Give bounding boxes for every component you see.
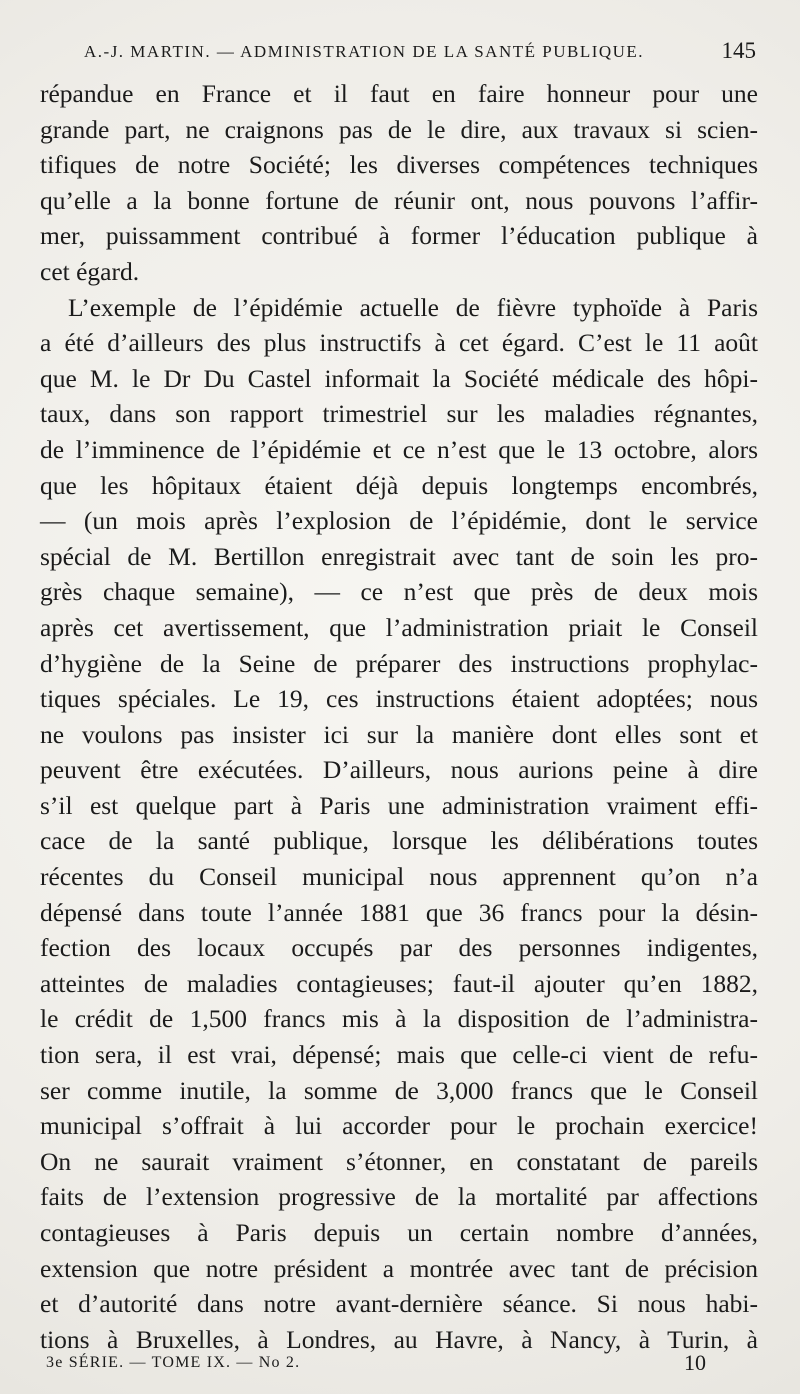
text-line: d’hygiène de la Seine de préparer des instructions prophylac- [40,648,758,678]
text-line: que les hôpitaux étaient déjà depuis longtemps encombrés, [40,470,758,500]
text-line: grès chaque semaine), — ce n’est que près de deux mois [40,577,758,607]
text-line: de l’imminence de l’épidémie et ce n’est que le 13 octobre, alors [40,434,758,464]
text-line: faits de l’extension progressive de la mortalité par affections [40,1182,758,1212]
page-number: 145 [721,38,756,63]
text-line: — (un mois après l’explosion de l’épidémie, dont le service [40,506,758,536]
text-line: cace de la santé publique, lorsque les délibérations toutes [40,826,758,856]
text-line: dépensé dans toute l’année 1881 que 36 francs pour la désin- [40,897,758,927]
running-title: A.-J. MARTIN. — ADMINISTRATION DE LA SANTÉ PUBLIQUE. [84,42,645,61]
text-line: mer, puissamment contribué à former l’éducation publique à [40,221,758,251]
text-line: s’il est quelque part à Paris une administration vraiment effi- [40,790,758,820]
text-line: On ne saurait vraiment s’étonner, en constatant de pareils [40,1146,758,1176]
text-line: contagieuses à Paris depuis un certain nombre d’années, [40,1218,758,1247]
text-line: qu’elle a la bonne fortune de réunir ont, nous pouvons l’affir- [40,185,758,215]
text-line: taux, dans son rapport trimestriel sur les maladies régnantes, [40,399,758,429]
text-line: atteintes de maladies contagieuses; faut-il ajouter qu’en 1882, [40,968,758,998]
text-line: tions à Bruxelles, à Londres, au Havre, à Nancy, à Turin, à [40,1324,758,1354]
page-footer [46,1350,706,1378]
text-line: tion sera, il est vrai, dépensé; mais que celle-ci vient de refu- [40,1040,758,1070]
text-line: tifiques de notre Société; les diverses compétences techniques [40,150,758,180]
text-line: grande part, ne craignons pas de le dire, aux travaux si scien- [40,114,758,144]
signature-mark: 10 [684,1350,706,1375]
text-line: municipal s’offrait à lui accorder pour le prochain exercice! [40,1111,758,1141]
text-line: L’exemple de l’épidémie actuelle de fièvre typhoïde à Paris [68,292,758,322]
text-line: que M. le Dr Du Castel informait la Société médicale des hôpi- [40,363,758,393]
text-line: ser comme inutile, la somme de 3,000 francs que le Conseil [40,1075,758,1105]
text-line: peuvent être exécutées. D’ailleurs, nous aurions peine à dire [40,755,758,785]
text-line: cet égard. [40,256,140,286]
text-line: répandue en France et il faut en faire honneur pour une [40,79,758,108]
text-line: spécial de M. Bertillon enregistrait avec tant de soin les pro- [40,541,758,571]
series-info: 3e SÉRIE. — TOME IX. — No 2. [46,1354,301,1371]
text-line: le crédit de 1,500 francs mis à la disposition de l’administra- [40,1004,758,1034]
text-line: tiques spéciales. Le 19, ces instructions étaient adoptées; nous [40,684,758,714]
running-header [84,40,756,68]
body-text [40,76,758,1357]
text-line: ne voulons pas insister ici sur la manière dont elles sont et [40,719,758,749]
text-line: et d’autorité dans notre avant-dernière séance. Si nous habi- [40,1289,758,1319]
text-line: après cet avertissement, que l’administration priait le Conseil [40,612,758,642]
text-line: a été d’ailleurs des plus instructifs à cet égard. C’est le 11 août [40,328,758,358]
text-line: récentes du Conseil municipal nous apprennent qu’on n’a [40,862,758,892]
text-line: fection des locaux occupés par des personnes indigentes, [40,933,758,963]
text-line: extension que notre président a montrée avec tant de précision [40,1253,758,1283]
